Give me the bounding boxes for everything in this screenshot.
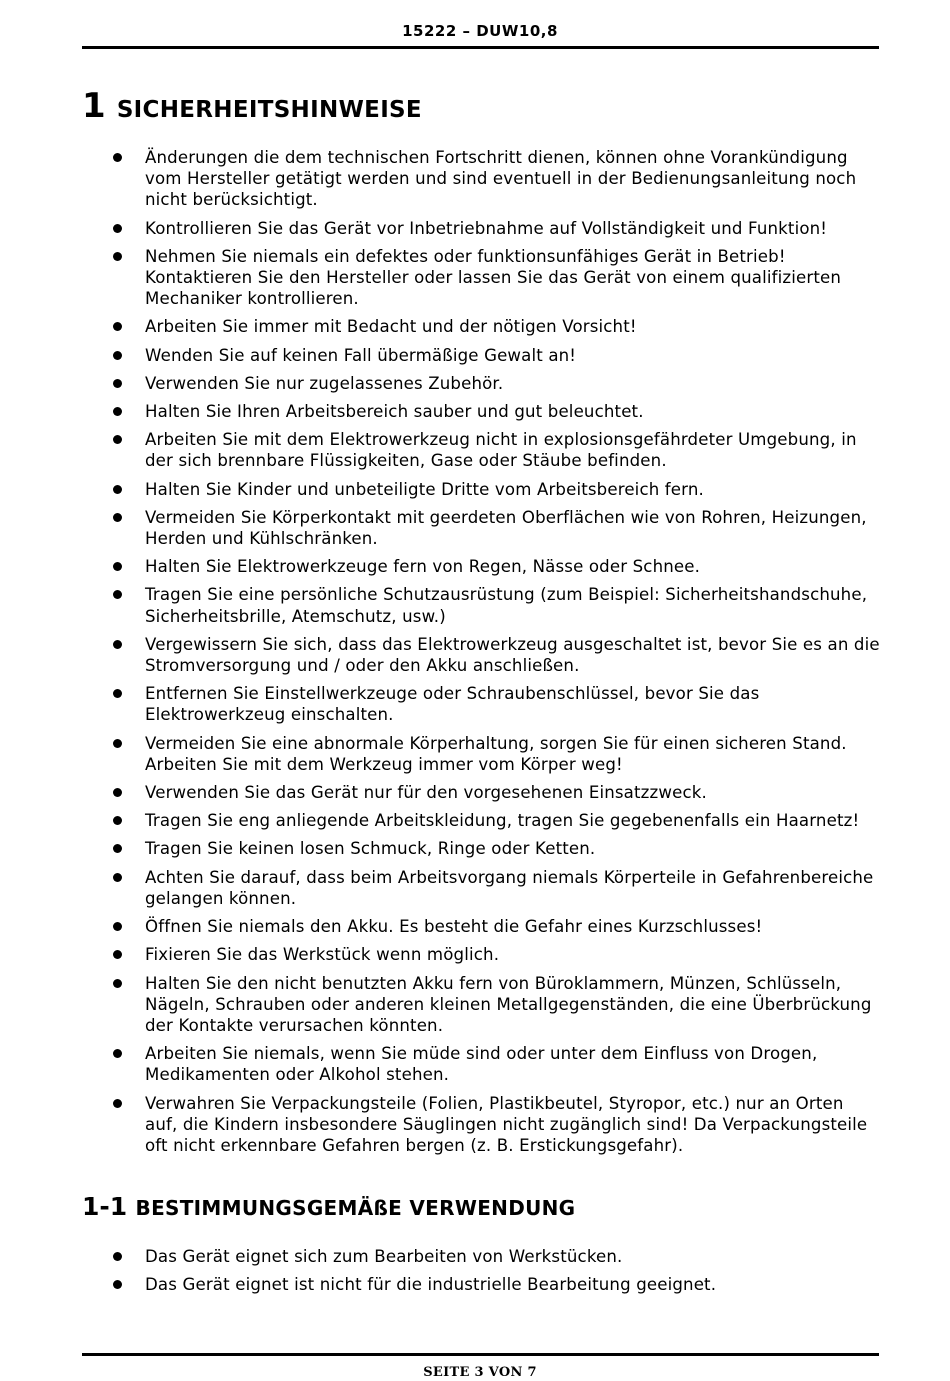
bullet-icon	[113, 351, 122, 360]
bullet-icon	[113, 1252, 122, 1261]
list-item-text: Das Gerät eignet ist nicht für die industrielle Bearbeitung geeignet.	[145, 1275, 717, 1295]
bullet-icon	[113, 922, 122, 931]
list-item-text: Arbeiten Sie niemals, wenn Sie müde sind oder unter dem Einfluss von Drogen, Medikamenten oder Alkohol stehen.	[145, 1044, 818, 1085]
list-item-text: Arbeiten Sie mit dem Elektrowerkzeug nicht in explosionsgefährdeter Umgebung, in der sich brennbare Flüssigkeiten, Gase oder Stäube befinden.	[145, 430, 857, 471]
list-item	[110, 218, 880, 239]
bullet-icon	[113, 224, 122, 233]
bullet-icon	[113, 153, 122, 162]
bullet-icon	[113, 435, 122, 444]
list-item-text: Das Gerät eignet sich zum Bearbeiten von Werkstücken.	[145, 1247, 623, 1266]
section-heading: SICHERHEITSHINWEISE	[116, 97, 422, 123]
list-item	[110, 479, 880, 500]
list-item-text: Tragen Sie eng anliegende Arbeitskleidung, tragen Sie gegebenenfalls ein Haarnetz!	[145, 811, 860, 831]
list-item	[110, 345, 880, 366]
bullet-icon	[113, 950, 122, 959]
bullet-icon	[113, 640, 122, 649]
list-item	[110, 1043, 880, 1085]
list-item	[110, 507, 880, 549]
bullet-icon	[113, 322, 122, 331]
list-item	[110, 1274, 880, 1295]
list-item	[110, 316, 880, 337]
bullet-icon	[113, 513, 122, 522]
list-item	[110, 838, 880, 859]
bullet-icon	[113, 844, 122, 853]
list-item-text: Verwahren Sie Verpackungsteile (Folien, Plastikbeutel, Styropor, etc.) nur an Orten auf, die Kindern insbesondere Säuglingen nicht zugänglich sind! Da Verpackungsteile oft nicht erkennbare Gefahren bergen (z. B. Erstickungsgefahr).	[145, 1093, 868, 1155]
bullet-icon	[113, 562, 122, 571]
page-header-title: 15222 – DUW10,8	[402, 22, 558, 40]
list-item-text: Arbeiten Sie immer mit Bedacht und der nötigen Vorsicht!	[145, 317, 637, 337]
list-item-text: Fixieren Sie das Werkstück wenn möglich.	[145, 945, 500, 965]
section-number: 1	[82, 86, 106, 126]
list-item-text: Verwenden Sie nur zugelassenes Zubehör.	[145, 373, 504, 393]
list-item-text: Tragen Sie keinen losen Schmuck, Ringe oder Ketten.	[145, 839, 596, 859]
section-heading: BESTIMMUNGSGEMÄßE VERWENDUNG	[135, 1196, 576, 1220]
list-item	[110, 634, 880, 676]
list-item	[110, 733, 880, 775]
bullet-icon	[113, 1280, 122, 1289]
bullet-icon	[113, 252, 122, 261]
list-item	[110, 916, 880, 937]
list-item-text: Halten Sie Elektrowerkzeuge fern von Regen, Nässe oder Schnee.	[145, 557, 701, 577]
list-item-text: Halten Sie Kinder und unbeteiligte Dritte vom Arbeitsbereich fern.	[145, 479, 704, 499]
bullet-icon	[113, 816, 122, 825]
list-item-text: Halten Sie den nicht benutzten Akku fern von Büroklammern, Münzen, Schlüsseln, Nägeln, Schrauben oder anderen kleinen Metallgegenständen, die eine Überbrückung der Kontakte verursachen könnten.	[145, 973, 872, 1035]
safety-notes-list	[110, 147, 880, 1163]
list-item-text: Öffnen Sie niemals den Akku. Es besteht die Gefahr eines Kurzschlusses!	[145, 917, 763, 937]
bullet-icon	[113, 689, 122, 698]
list-item-text: Wenden Sie auf keinen Fall übermäßige Gewalt an!	[145, 345, 577, 365]
bullet-icon	[113, 873, 122, 882]
list-item	[110, 867, 880, 909]
page-number-label: SEITE 3 VON 7	[423, 1365, 537, 1380]
bullet-icon	[113, 979, 122, 988]
list-item-text: Vergewissern Sie sich, dass das Elektrowerkzeug ausgeschaltet ist, bevor Sie es an die Stromversorgung und / oder den Akku anschließen.	[145, 634, 880, 676]
section-number: 1-1	[82, 1192, 128, 1221]
list-item	[110, 373, 880, 394]
list-item-text: Tragen Sie eine persönliche Schutzausrüstung (zum Beispiel: Sicherheitshandschuhe, Sicherheitsbrille, Atemschutz, usw.)	[145, 585, 868, 626]
section-title-intended-use	[82, 1192, 575, 1221]
list-item-text: Nehmen Sie niemals ein defektes oder funktionsunfähiges Gerät in Betrieb! Kontaktieren Sie den Hersteller oder lassen Sie das Gerät von einem qualifizierten Mechaniker kontrollieren.	[145, 246, 842, 309]
list-item-text: Halten Sie Ihren Arbeitsbereich sauber und gut beleuchtet.	[145, 402, 644, 422]
bullet-icon	[113, 407, 122, 416]
list-item	[110, 1093, 880, 1157]
list-item-text: Kontrollieren Sie das Gerät vor Inbetriebnahme auf Vollständigkeit und Funktion!	[145, 218, 828, 238]
bullet-icon	[113, 590, 122, 599]
list-item	[110, 810, 880, 831]
section-title-safety	[82, 86, 422, 126]
list-item-text: Verwenden Sie das Gerät nur für den vorgesehenen Einsatzzweck.	[145, 783, 707, 803]
list-item-text: Achten Sie darauf, dass beim Arbeitsvorgang niemals Körperteile in Gefahrenbereiche gelangen können.	[145, 867, 874, 908]
bullet-icon	[113, 1049, 122, 1058]
list-item	[110, 683, 880, 725]
list-item	[110, 429, 880, 471]
bullet-icon	[113, 485, 122, 494]
list-item-text: Vermeiden Sie eine abnormale Körperhaltung, sorgen Sie für einen sicheren Stand. Arbeiten Sie mit dem Werkzeug immer vom Körper weg!	[145, 733, 847, 774]
footer-rule	[82, 1353, 879, 1356]
intended-use-list	[110, 1246, 880, 1302]
list-item	[110, 1246, 880, 1267]
list-item	[110, 556, 880, 577]
bullet-icon	[113, 739, 122, 748]
list-item-text: Entfernen Sie Einstellwerkzeuge oder Schraubenschlüssel, bevor Sie das Elektrowerkzeug einschalten.	[145, 684, 760, 725]
list-item	[110, 782, 880, 803]
list-item-text: Änderungen die dem technischen Fortschritt dienen, können ohne Vorankündigung vom Hersteller getätigt werden und sind eventuell in der Bedienungsanleitung noch nicht berücksichtigt.	[145, 148, 857, 210]
list-item	[110, 401, 880, 422]
bullet-icon	[113, 788, 122, 797]
list-item	[110, 246, 880, 310]
bullet-icon	[113, 379, 122, 388]
list-item	[110, 147, 880, 211]
list-item	[110, 944, 880, 965]
header-rule	[82, 46, 879, 49]
list-item	[110, 973, 880, 1037]
list-item	[110, 584, 880, 626]
bullet-icon	[113, 1099, 122, 1108]
list-item-text: Vermeiden Sie Körperkontakt mit geerdeten Oberflächen wie von Rohren, Heizungen, Herden und Kühlschränken.	[145, 507, 867, 549]
